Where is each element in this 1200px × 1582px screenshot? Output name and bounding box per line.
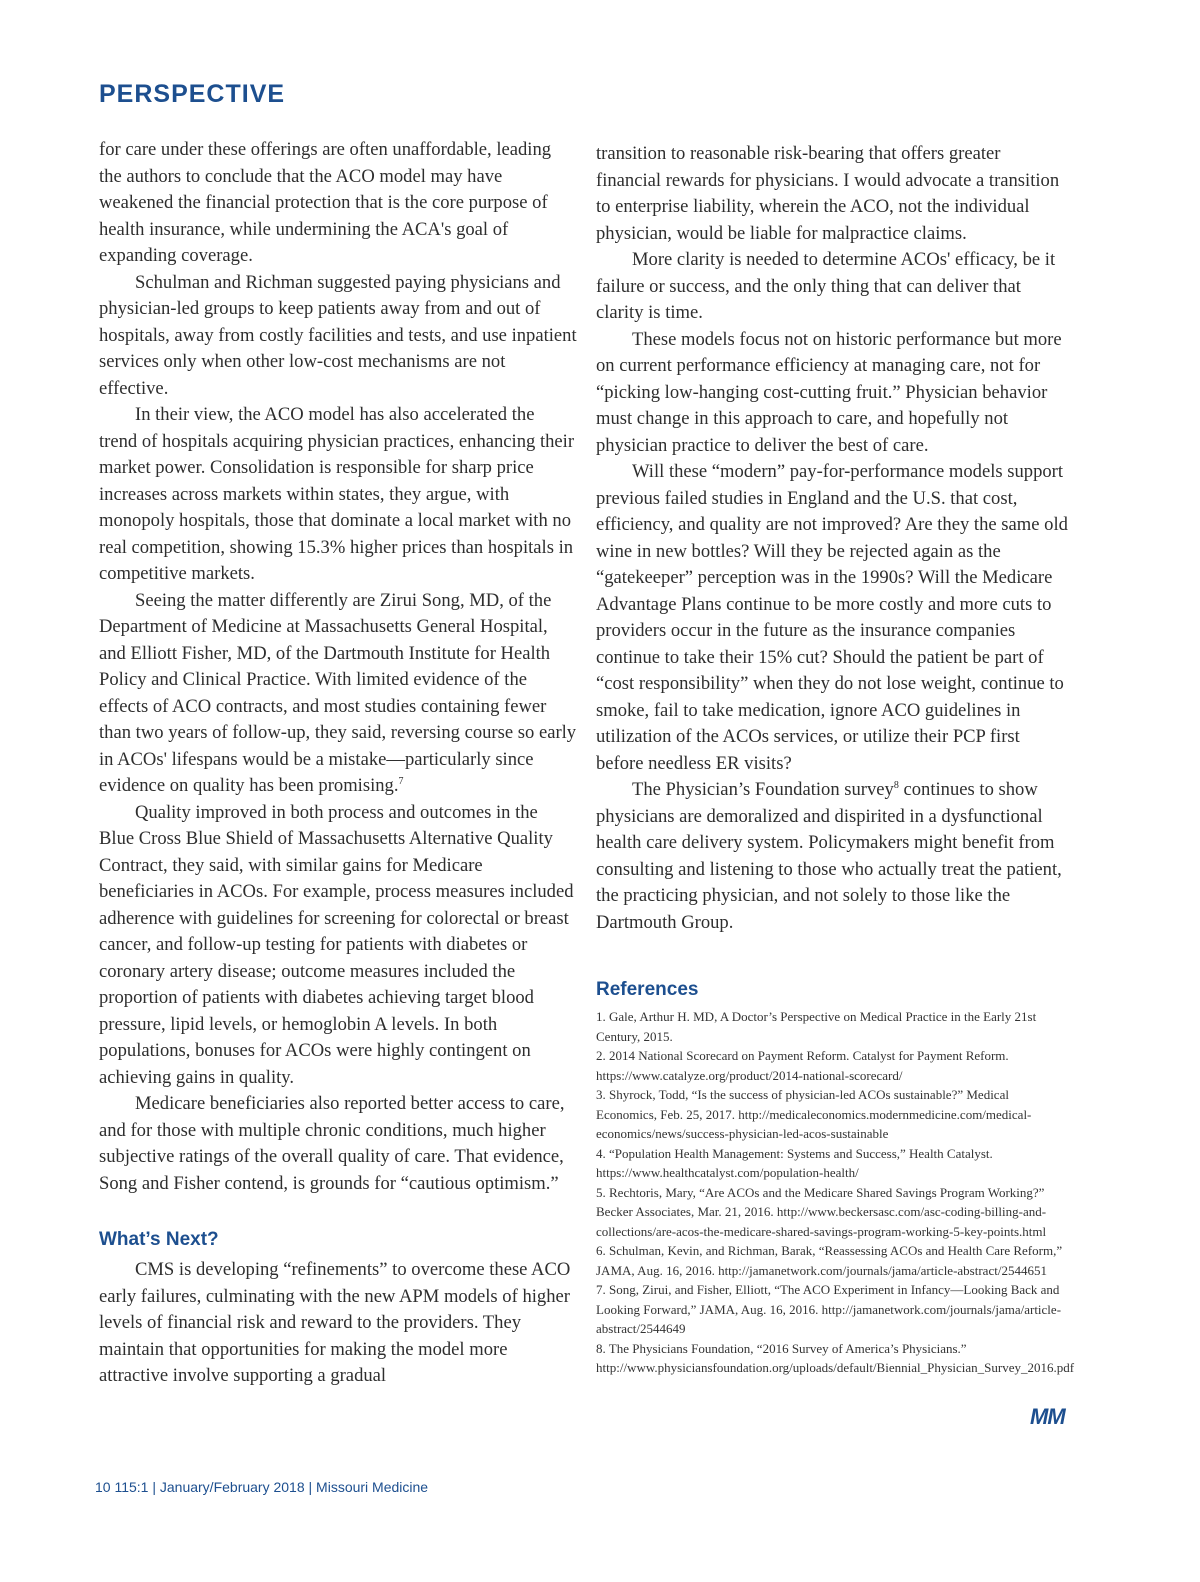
paragraph: for care under these offerings are often unaffordable, leading the authors to conclude that the ACO model may have weakened the financial protection that is the core purpose of health insurance, while undermining the ACA's goal of expanding coverage. — [99, 139, 552, 266]
reference-item: 3. Shyrock, Todd, “Is the success of physician-led ACOs sustainable?” Medical Economics, Feb. 25, 2017. http://medicaleconomics.modernmedicine.com/medical-economics/news/success-physician-led-acos-sustainable — [596, 1087, 1032, 1141]
paragraph: CMS is developing “refinements” to overcome these ACO early failures, culminating with the new APM models of higher levels of financial risk and reward to the providers. They maintain that opportunities for making the model more attractive involve supporting a gradual — [99, 1259, 571, 1386]
paragraph: Medicare beneficiaries also reported better access to care, and for those with multiple chronic conditions, much higher subjective ratings of the overall quality of care. That evidence, Song and Fisher contend, is grounds for “cautious optimism.” — [99, 1093, 565, 1194]
paragraph-text: The Physician’s Foundation survey — [632, 779, 894, 800]
references-heading: References — [596, 979, 699, 1000]
right-column — [596, 141, 1070, 936]
missouri-medicine-logo: MM — [1030, 1404, 1065, 1429]
paragraph: transition to reasonable risk-bearing that offers greater financial rewards for physicians. I would advocate a transition to enterprise liability, wherein the ACO, not the individual physician, would be liable for malpractice claims. — [596, 143, 1060, 244]
reference-item: 8. The Physicians Foundation, “2016 Survey of America’s Physicians.” http://www.physiciansfoundation.org/uploads/default/Biennial_Physician_Survey_2016.pdf — [596, 1340, 1075, 1375]
reference-item: 2. 2014 National Scorecard on Payment Reform. Catalyst for Payment Reform. https://www.catalyze.org/product/2014-national-scorecard/ — [596, 1048, 1009, 1083]
paragraph-text: Seeing the matter differently are Zirui Song, MD, of the Department of Medicine at Massachusetts General Hospital, and Elliott Fisher, MD, of the Dartmouth Institute for Health Policy and Clinical Practice. With limited evidence of the effects of ACO contracts, and most studies containing fewer than two years of follow-up, they said, reversing course so early in ACOs' lifespans would be a mistake—particularly since evidence on quality has been promising. — [99, 589, 577, 796]
paragraph-text: continues to show physicians are demoralized and dispirited in a dysfunctional health care delivery system. Policymakers might benefit from consulting and listening to those who actually treat the patient, the practicing physician, and not solely to those like the Dartmouth Group. — [596, 779, 1062, 933]
reference-item: 1. Gale, Arthur H. MD, A Doctor’s Perspective on Medical Practice in the Early 21st Century, 2015. — [596, 1009, 1037, 1044]
paragraph: These models focus not on historic performance but more on current performance efficiency at managing care, not for “picking low-hanging cost-cutting fruit.” Physician behavior must change in this approach to care, and hopefully not physician practice to deliver the best of care. — [596, 328, 1062, 456]
paragraph — [99, 588, 577, 800]
paragraph: In their view, the ACO model has also accelerated the trend of hospitals acquiring physician practices, enhancing their market power. Consolidation is responsible for sharp price increases across markets within states, they argue, with monopoly hospitals, those that dominate a local market with no real competition, showing 15.3% higher prices than hospitals in competitive markets. — [99, 404, 575, 584]
paragraph: Schulman and Richman suggested paying physicians and physician-led groups to keep patients away from and out of hospitals, away from costly facilities and tests, and use inpatient services only when other low-cost mechanisms are not effective. — [99, 271, 577, 399]
left-column — [99, 137, 577, 1390]
paragraph: More clarity is needed to determine ACOs' efficacy, be it failure or success, and the only thing that can deliver that clarity is time. — [596, 249, 1056, 323]
citation-marker: 7 — [398, 775, 404, 787]
section-label: PERSPECTIVE — [99, 80, 286, 108]
reference-item: 4. “Population Health Management: Systems and Success,” Health Catalyst. https://www.healthcatalyst.com/population-health/ — [596, 1145, 993, 1180]
citation-marker: 8 — [893, 779, 899, 791]
references-section — [596, 977, 1075, 1378]
page-footer: 10 115:1 | January/February 2018 | Missouri Medicine — [95, 1479, 429, 1495]
reference-item: 6. Schulman, Kevin, and Richman, Barak, “Reassessing ACOs and Health Care Reform,” JAMA, Aug. 16, 2016. http://jamanetwork.com/journals/jama/article-abstract/2544651 — [596, 1243, 1063, 1278]
reference-item: 7. Song, Zirui, and Fisher, Elliott, “The ACO Experiment in Infancy—Looking Back and Looking Forward,” JAMA, Aug. 16, 2016. http://jamanetwork.com/journals/jama/article-abstract/2544649 — [596, 1282, 1062, 1336]
subheading: What’s Next? — [99, 1229, 219, 1250]
references-list — [596, 1007, 1075, 1378]
paragraph: Quality improved in both process and outcomes in the Blue Cross Blue Shield of Massachusetts Alternative Quality Contract, they said, with similar gains for Medicare beneficiaries in ACOs. For example, process measures included adherence with guidelines for screening for colorectal or breast cancer, and follow-up testing for patients with diabetes or coronary artery disease; outcome measures included the proportion of patients with diabetes achieving target blood pressure, lipid levels, or hemoglobin A levels. In both populations, bonuses for ACOs were highly contingent on achieving gains in quality. — [99, 801, 574, 1088]
paragraph: Will these “modern” pay-for-performance models support previous failed studies in England and the U.S. that cost, efficiency, and quality are not improved? Are they the same old wine in new bottles? Will they be rejected again as the “gatekeeper” perception was in the 1990s? Will the Medicare Advantage Plans continue to be more costly and more cuts to providers occur in the future as the insurance companies continue to take their 15% cut? Should the patient be part of “cost responsibility” when they do not lose weight, continue to smoke, fail to take medication, ignore ACO guidelines in utilization of the ACOs services, or utilize their PCP first before needless ER visits? — [596, 461, 1068, 774]
reference-item: 5. Rechtoris, Mary, “Are ACOs and the Medicare Shared Savings Program Working?” Becker Associates, Mar. 21, 2016. http://www.beckersasc.com/asc-coding-billing-and-collections/are-acos-the-medicare-shared-savings-program-working-5-key-points.html — [596, 1184, 1047, 1239]
paragraph — [596, 777, 1070, 936]
